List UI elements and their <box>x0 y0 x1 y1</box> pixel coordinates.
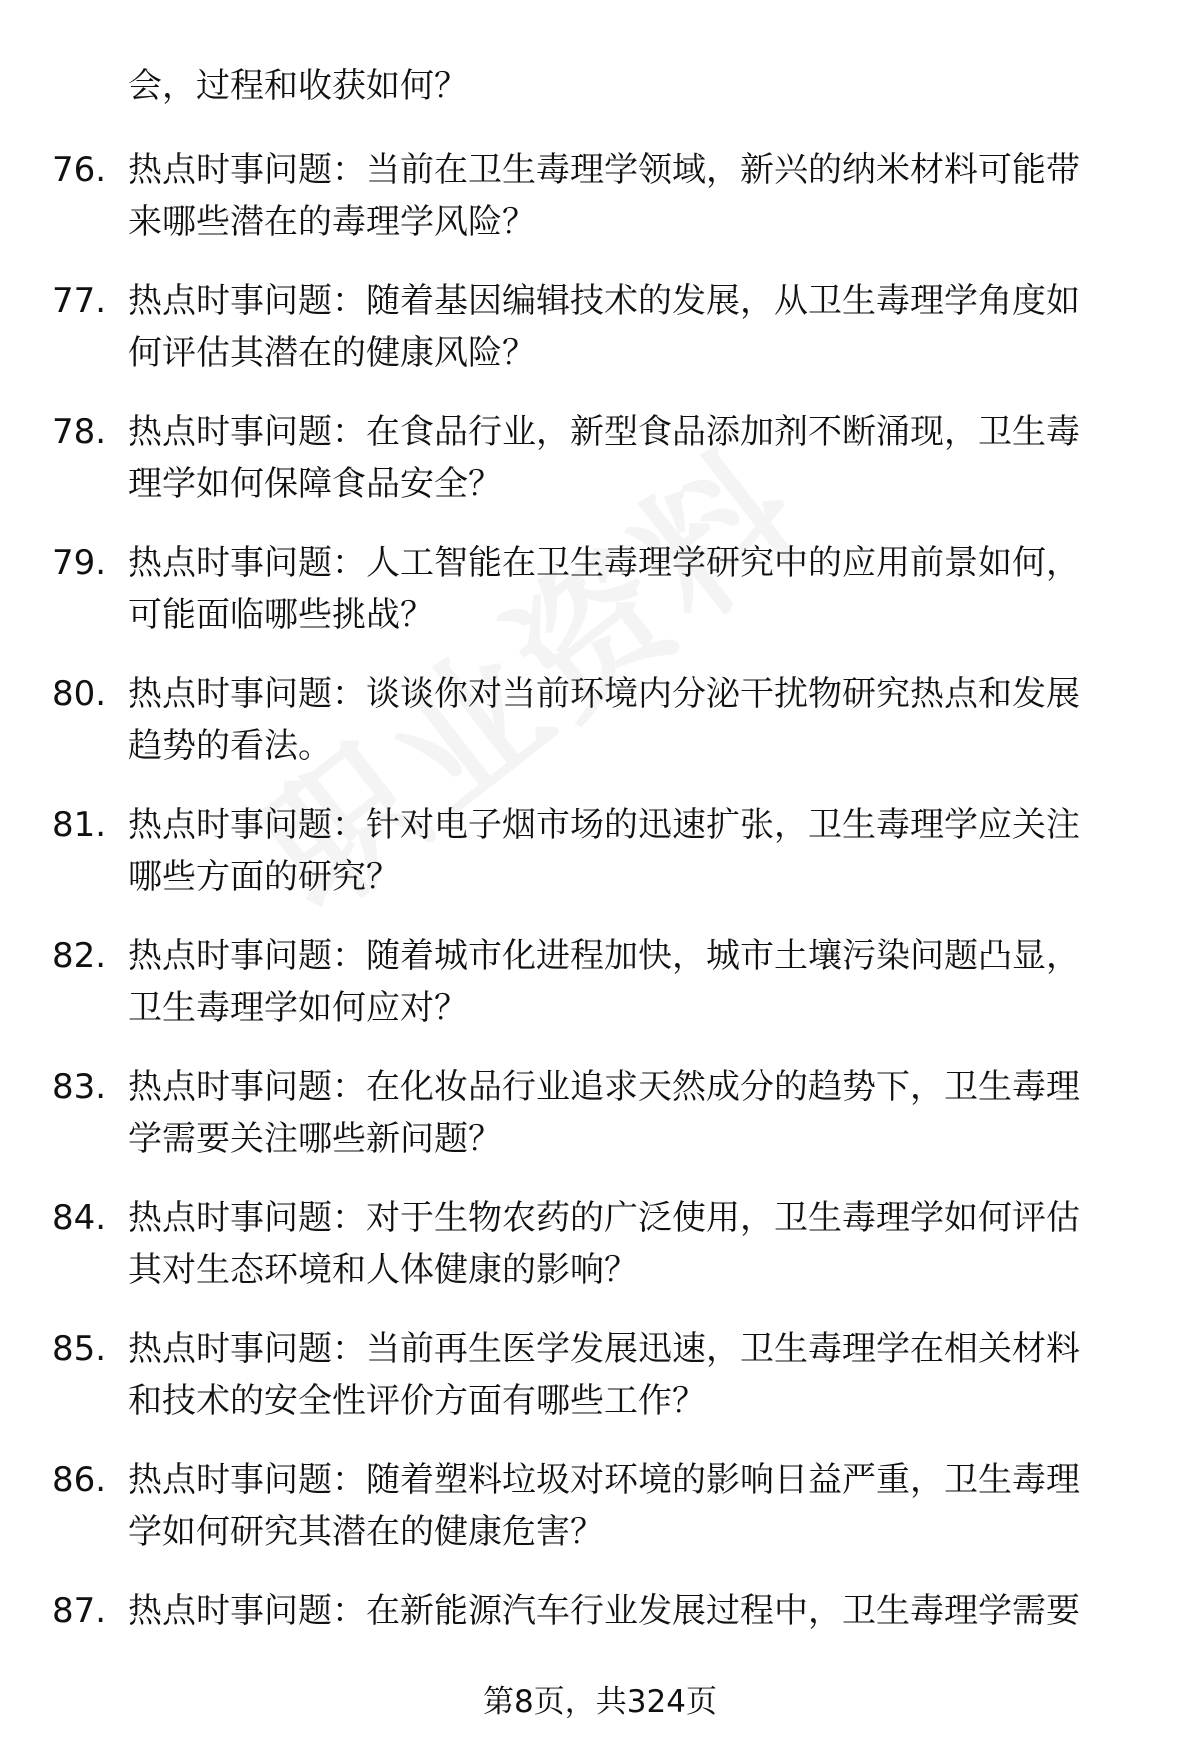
question-line: 可能面临哪些挑战？ <box>128 595 434 635</box>
question-text <box>128 1585 1138 1637</box>
list-item <box>0 144 1200 275</box>
question-line: 热点时事问题：随着塑料垃圾对环境的影响日益严重，卫生毒理 <box>128 1460 1080 1500</box>
question-line: 和技术的安全性评价方面有哪些工作？ <box>128 1381 706 1421</box>
question-line: 何评估其潜在的健康风险？ <box>128 333 536 373</box>
page-footer: 第8页，共324页 <box>483 1684 717 1720</box>
question-line: 学需要关注哪些新问题？ <box>128 1119 502 1159</box>
question-text <box>128 1323 1138 1427</box>
question-text <box>128 668 1138 772</box>
continued-question-line: 会，过程和收获如何？ <box>128 66 468 106</box>
question-line: 热点时事问题：当前在卫生毒理学领域，新兴的纳米材料可能带 <box>128 150 1080 190</box>
question-line: 热点时事问题：当前再生医学发展迅速，卫生毒理学在相关材料 <box>128 1329 1080 1369</box>
list-item <box>0 1061 1200 1192</box>
question-number: 83. <box>52 1067 107 1107</box>
list-item <box>0 799 1200 930</box>
list-item <box>0 1454 1200 1585</box>
question-number: 82. <box>52 936 107 976</box>
question-number: 79. <box>52 543 107 583</box>
question-line: 热点时事问题：对于生物农药的广泛使用，卫生毒理学如何评估 <box>128 1198 1080 1238</box>
question-text <box>128 930 1138 1034</box>
list-item <box>0 537 1200 668</box>
question-number: 84. <box>52 1198 107 1238</box>
question-line: 来哪些潜在的毒理学风险？ <box>128 202 536 242</box>
question-line: 热点时事问题：谈谈你对当前环境内分泌干扰物研究热点和发展 <box>128 674 1080 714</box>
question-line: 热点时事问题：人工智能在卫生毒理学研究中的应用前景如何， <box>128 543 1080 583</box>
question-line: 热点时事问题：随着基因编辑技术的发展，从卫生毒理学角度如 <box>128 281 1080 321</box>
question-text <box>128 537 1138 641</box>
list-item <box>0 668 1200 799</box>
question-number: 76. <box>52 150 107 190</box>
question-text <box>128 1454 1138 1558</box>
question-line: 卫生毒理学如何应对？ <box>128 988 468 1028</box>
question-number: 81. <box>52 805 107 845</box>
question-text <box>128 406 1138 510</box>
question-text <box>128 1192 1138 1296</box>
question-line: 其对生态环境和人体健康的影响？ <box>128 1250 638 1290</box>
question-text <box>128 275 1138 379</box>
question-list <box>0 144 1200 1716</box>
question-line: 热点时事问题：随着城市化进程加快，城市土壤污染问题凸显， <box>128 936 1080 976</box>
question-number: 86. <box>52 1460 107 1500</box>
list-item <box>0 1323 1200 1454</box>
question-line: 热点时事问题：在食品行业，新型食品添加剂不断涌现，卫生毒 <box>128 412 1080 452</box>
question-line: 学如何研究其潜在的健康危害？ <box>128 1512 604 1552</box>
list-item <box>0 930 1200 1061</box>
question-line: 热点时事问题：在新能源汽车行业发展过程中，卫生毒理学需要 <box>128 1591 1080 1631</box>
question-text <box>128 1061 1138 1165</box>
question-line: 趋势的看法。 <box>128 726 332 766</box>
question-number: 78. <box>52 412 107 452</box>
question-text <box>128 144 1138 248</box>
question-number: 85. <box>52 1329 107 1369</box>
question-line: 理学如何保障食品安全？ <box>128 464 502 504</box>
question-line: 哪些方面的研究？ <box>128 857 400 897</box>
list-item <box>0 1192 1200 1323</box>
question-number: 80. <box>52 674 107 714</box>
question-number: 87. <box>52 1591 107 1631</box>
question-line: 热点时事问题：在化妆品行业追求天然成分的趋势下，卫生毒理 <box>128 1067 1080 1107</box>
question-number: 77. <box>52 281 107 321</box>
question-line: 热点时事问题：针对电子烟市场的迅速扩张，卫生毒理学应关注 <box>128 805 1080 845</box>
list-item <box>0 406 1200 537</box>
question-text <box>128 799 1138 903</box>
list-item <box>0 275 1200 406</box>
